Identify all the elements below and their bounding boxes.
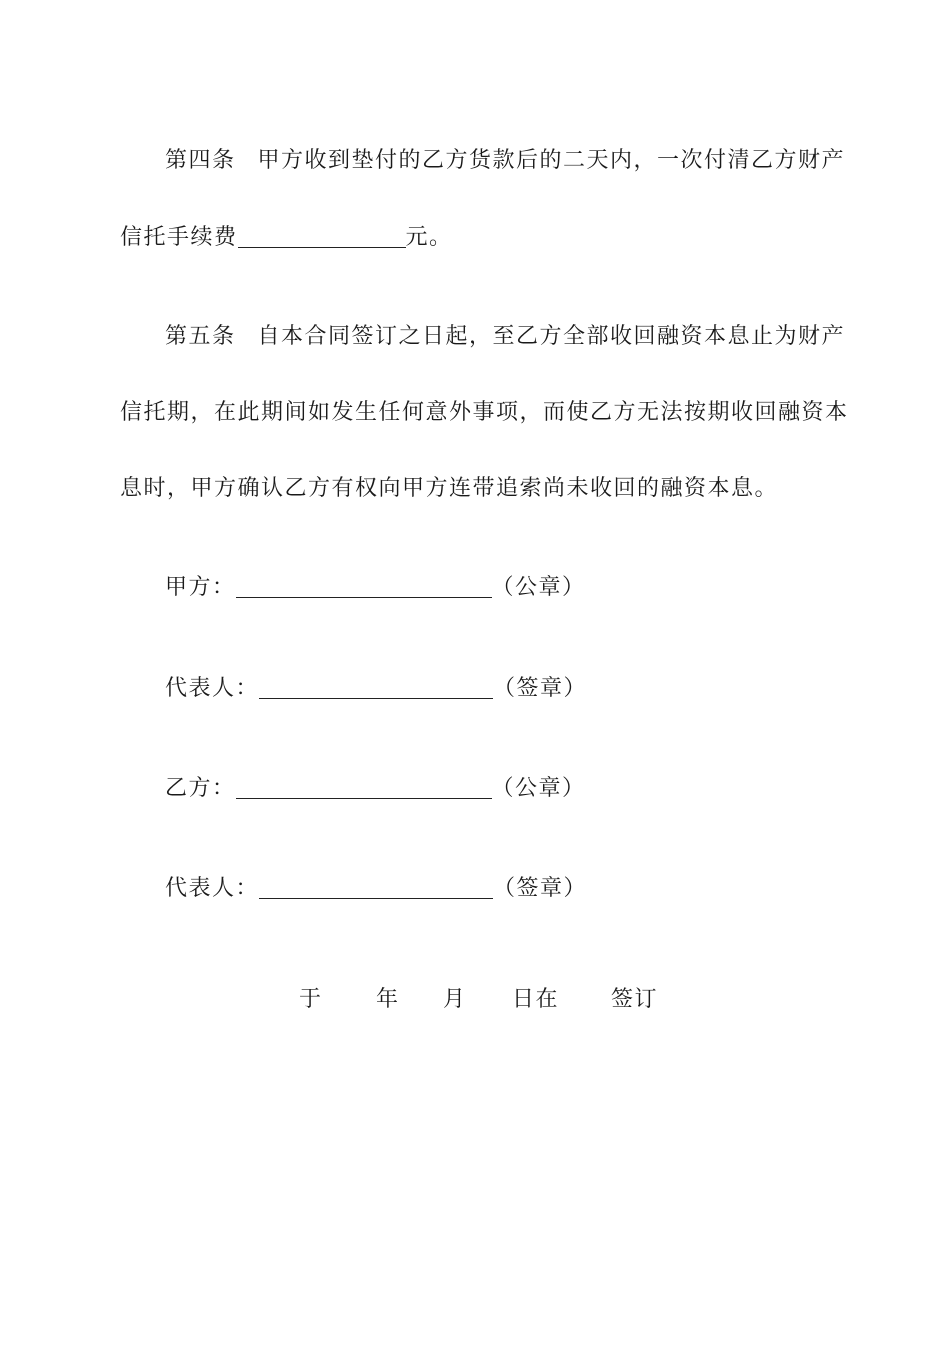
date-month: 月 <box>443 987 467 1012</box>
date-year: 年 <box>376 987 400 1012</box>
article5-heading: 第五条 <box>165 324 236 349</box>
party-b-label: 乙方： <box>165 776 236 801</box>
party-b-rep-blank[interactable] <box>259 876 493 899</box>
article4-fee-label: 信托手续费 <box>120 225 238 250</box>
article5-line3: 息时，甲方确认乙方有权向甲方连带追索尚未收回的融资本息。 <box>120 476 779 501</box>
article5-line1 <box>165 322 846 352</box>
party-b-rep-seal-note: （签章） <box>493 876 588 901</box>
party-b-rep-signature-row <box>165 874 587 904</box>
party-b-seal-note: （公章） <box>491 776 586 801</box>
party-b-rep-label: 代表人： <box>165 876 260 901</box>
article4-text-1: 甲方收到垫付的乙方货款后的二天内，一次付清乙方财产 <box>257 148 846 173</box>
party-b-signature-row <box>165 774 586 804</box>
article4-line2 <box>120 223 820 253</box>
article4-fee-unit: 元。 <box>405 225 453 250</box>
party-a-rep-label: 代表人： <box>165 676 260 701</box>
article4-heading: 第四条 <box>165 148 236 173</box>
date-yu: 于 <box>299 987 323 1012</box>
party-a-seal-note: （公章） <box>491 575 586 600</box>
party-a-blank[interactable] <box>236 575 492 598</box>
article4-line1 <box>165 146 846 176</box>
party-a-signature-row <box>165 573 586 603</box>
party-b-blank[interactable] <box>236 776 492 799</box>
date-day-at: 日在 <box>512 987 560 1012</box>
party-a-rep-blank[interactable] <box>259 676 493 699</box>
party-a-rep-seal-note: （签章） <box>493 676 588 701</box>
party-a-label: 甲方： <box>165 575 236 600</box>
party-a-rep-signature-row <box>165 674 587 704</box>
fee-amount-blank[interactable] <box>238 225 406 248</box>
article5-text-1: 自本合同签订之日起，至乙方全部收回融资本息止为财产 <box>257 324 846 349</box>
article5-line2: 信托期，在此期间如发生任何意外事项，而使乙方无法按期收回融资本 <box>120 400 849 425</box>
date-signed: 签订 <box>611 987 659 1012</box>
